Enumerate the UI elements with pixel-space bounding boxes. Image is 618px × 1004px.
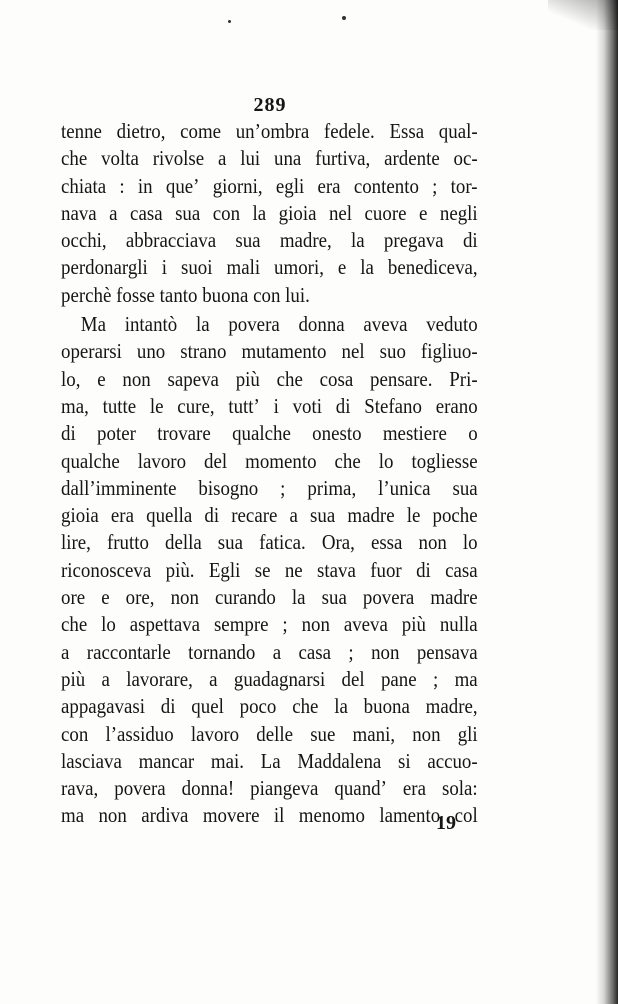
- word: se: [254, 557, 271, 582]
- word: e: [97, 366, 106, 391]
- text-line: [61, 748, 478, 775]
- word: sola:: [441, 776, 478, 801]
- word: non: [98, 803, 127, 828]
- word: poco: [239, 694, 277, 719]
- word: che: [292, 694, 319, 719]
- word: ardente: [384, 146, 440, 171]
- word: che: [276, 366, 303, 391]
- word: la: [252, 200, 267, 225]
- word: con: [61, 721, 89, 746]
- word: di: [462, 228, 478, 253]
- text-line: [61, 502, 478, 529]
- word: piangeva: [250, 776, 319, 801]
- word: come: [180, 119, 222, 143]
- word: quel: [191, 694, 224, 719]
- word: mani,: [352, 721, 396, 746]
- word: ;: [348, 639, 354, 664]
- word: trovare: [157, 421, 211, 446]
- word: sempre: [213, 612, 269, 637]
- word: la: [360, 255, 374, 280]
- word: la: [291, 585, 306, 610]
- word: una: [274, 146, 302, 171]
- word: rivolse: [152, 146, 205, 171]
- word: pane: [380, 666, 417, 691]
- text-line: [61, 118, 478, 145]
- word: delle: [256, 721, 294, 746]
- word: lasciava: [61, 748, 122, 773]
- word: dall’imminente: [61, 475, 177, 500]
- word: con: [212, 200, 241, 225]
- word: e: [419, 200, 428, 225]
- word: uno: [136, 339, 166, 364]
- word: ma: [454, 666, 478, 691]
- word: gioia: [278, 200, 317, 225]
- word: un’ombra: [235, 119, 310, 143]
- word: volta: [101, 146, 139, 171]
- word: menomo: [298, 803, 365, 828]
- word: di: [61, 421, 76, 446]
- word: tanto: [159, 282, 198, 307]
- word: donna!: [181, 776, 235, 801]
- word: contento: [353, 173, 419, 198]
- word: non: [371, 639, 400, 664]
- word: tor-: [450, 173, 478, 198]
- word: con: [253, 282, 281, 307]
- word: poche: [432, 503, 478, 528]
- text-line: [61, 227, 478, 254]
- word: a: [289, 503, 298, 528]
- word: nava: [61, 200, 97, 225]
- word: qualche: [232, 421, 291, 446]
- word: qualche: [61, 448, 120, 473]
- word: egli: [275, 173, 305, 198]
- text-line: [61, 366, 478, 393]
- word: sua: [452, 475, 478, 500]
- word: mutamento: [241, 339, 327, 364]
- word: occhi,: [61, 228, 107, 253]
- word: curando: [214, 585, 276, 610]
- signature-mark: 19: [436, 812, 456, 834]
- word: mancar: [138, 748, 195, 773]
- word: sua: [310, 503, 336, 528]
- word: accuo-: [427, 748, 478, 773]
- word: lui.: [285, 282, 310, 307]
- word: fatica.: [259, 530, 306, 555]
- word: era: [317, 173, 341, 198]
- word: nulla: [439, 612, 478, 637]
- word: l’unica: [378, 475, 431, 500]
- word: suoi: [180, 255, 213, 280]
- word: Pri-: [449, 366, 478, 391]
- word: benediceva,: [387, 255, 478, 280]
- word: suo: [379, 339, 406, 364]
- word: mestiere: [382, 421, 447, 446]
- word: cure,: [177, 393, 215, 418]
- text-line: [61, 448, 478, 475]
- word: a: [272, 639, 282, 664]
- word: lo: [462, 530, 478, 555]
- word: più: [235, 366, 260, 391]
- text-line: [61, 475, 478, 502]
- text-line: [61, 393, 478, 420]
- text-line: [61, 666, 478, 693]
- word: rava,: [61, 776, 99, 801]
- word: ma,: [61, 393, 89, 418]
- word: buona: [202, 282, 249, 307]
- word: sapeva: [167, 366, 219, 391]
- word: Essa: [389, 119, 425, 143]
- ink-speck: [228, 20, 231, 23]
- word: madre: [430, 585, 478, 610]
- word: le: [406, 503, 421, 528]
- word: sua: [175, 200, 201, 225]
- word: intantò: [124, 312, 178, 337]
- word: quella: [146, 503, 193, 528]
- word: si: [397, 748, 411, 773]
- word: non: [301, 612, 330, 637]
- word: e: [337, 255, 347, 280]
- word: ore,: [125, 585, 155, 610]
- word: lavoro: [137, 448, 187, 473]
- word: povera: [362, 585, 415, 610]
- word: ;: [280, 475, 286, 500]
- word: la: [351, 228, 365, 253]
- text-line: [61, 693, 478, 720]
- word: figliuo-: [420, 339, 478, 364]
- word: lo,: [61, 366, 81, 391]
- word: o: [468, 421, 478, 446]
- word: lui: [240, 146, 261, 171]
- word: stava: [317, 557, 356, 582]
- word: di: [335, 393, 351, 418]
- ink-speck: [342, 16, 346, 20]
- word: col: [454, 803, 478, 828]
- text-line: [61, 611, 478, 638]
- word: bisogno: [198, 475, 259, 500]
- word: povera: [114, 776, 166, 801]
- word: del: [204, 448, 228, 473]
- word: era: [402, 776, 426, 801]
- word: che: [334, 448, 361, 473]
- word: erano: [435, 393, 478, 418]
- word: di: [204, 503, 220, 528]
- text-line: [61, 420, 478, 447]
- word: momento: [245, 448, 317, 473]
- word: fosse: [116, 282, 155, 307]
- word: i: [273, 393, 279, 418]
- word: non: [418, 530, 447, 555]
- word: ;: [282, 612, 288, 637]
- word: in: [137, 173, 153, 198]
- word: tenne: [61, 119, 102, 143]
- word: frutto: [106, 530, 149, 555]
- text-line: [61, 200, 478, 227]
- word: ;: [432, 173, 438, 198]
- word: cosa: [319, 366, 354, 391]
- text-line: [61, 311, 478, 338]
- word: Ma: [80, 312, 106, 337]
- word: casa: [298, 639, 332, 664]
- text-line: [61, 775, 478, 802]
- word: sua: [321, 585, 347, 610]
- word: voti: [292, 393, 322, 418]
- word: :: [119, 173, 125, 198]
- word: abbracciava: [125, 228, 217, 253]
- word: tornando: [188, 639, 256, 664]
- text-line: [61, 254, 478, 281]
- word: madre: [347, 503, 395, 528]
- word: Egli: [208, 557, 241, 582]
- word: buona: [363, 694, 410, 719]
- word: onesto: [312, 421, 362, 446]
- word: raccontarle: [86, 639, 171, 664]
- word: pregava: [383, 228, 444, 253]
- word: sua: [217, 530, 244, 555]
- word: casa: [445, 557, 478, 582]
- word: che: [61, 146, 88, 171]
- word: nel: [328, 200, 353, 225]
- scan-edge-shadow: [596, 0, 618, 1004]
- word: a: [209, 666, 218, 691]
- word: prima,: [307, 475, 357, 500]
- word: gli: [457, 721, 478, 746]
- word: la: [195, 312, 210, 337]
- word: poter: [97, 421, 136, 446]
- word: aveva: [363, 312, 408, 337]
- word: lo: [378, 448, 394, 473]
- word: giorni,: [212, 173, 263, 198]
- word: operarsi: [61, 339, 122, 364]
- word: era: [110, 503, 134, 528]
- word: del: [341, 666, 365, 691]
- word: tutt’: [228, 393, 260, 418]
- word: chiata: [61, 173, 107, 198]
- word: nel: [341, 339, 365, 364]
- word: sue: [310, 721, 336, 746]
- text-line: [61, 802, 478, 829]
- word: Ora,: [321, 530, 355, 555]
- word: ;: [432, 666, 439, 691]
- word: movere: [202, 803, 260, 828]
- word: ne: [284, 557, 303, 582]
- text-line: [61, 557, 478, 584]
- word: e: [101, 585, 110, 610]
- word: il: [273, 803, 285, 828]
- word: lire,: [61, 530, 91, 555]
- word: della: [165, 530, 202, 555]
- word: La: [260, 748, 281, 773]
- word: l’assiduo: [105, 721, 174, 746]
- word: lo: [101, 612, 116, 637]
- word: recare: [231, 503, 278, 528]
- text-line: [61, 282, 478, 309]
- word: a: [61, 639, 70, 664]
- word: più.: [165, 557, 195, 582]
- word: sua: [235, 228, 261, 253]
- word: mai.: [210, 748, 244, 773]
- word: madre,: [425, 694, 478, 719]
- word: quand’: [334, 776, 387, 801]
- word: furtiva,: [315, 146, 371, 171]
- word: aspettava: [129, 612, 201, 637]
- word: gioia: [61, 503, 99, 528]
- word: mali: [226, 255, 261, 280]
- word: negli: [439, 200, 478, 225]
- word: che: [61, 612, 88, 637]
- word: riconosceva: [61, 557, 152, 582]
- word: ore: [61, 585, 86, 610]
- word: appagavasi: [61, 694, 145, 719]
- word: veduto: [426, 312, 478, 337]
- word: perchè: [61, 282, 112, 307]
- text-line: [61, 529, 478, 556]
- text-line: [61, 721, 478, 748]
- text-line: [61, 584, 478, 611]
- word: casa: [130, 200, 163, 225]
- text-line: [61, 338, 478, 365]
- word: lavoro: [190, 721, 240, 746]
- word: a: [101, 666, 110, 691]
- word: fuor: [370, 557, 402, 582]
- word: madre,: [279, 228, 332, 253]
- word: non: [412, 721, 441, 746]
- word: cuore: [364, 200, 407, 225]
- word: più: [61, 666, 86, 691]
- word: Stefano: [364, 393, 422, 418]
- word: pensava: [416, 639, 478, 664]
- text-line: [61, 173, 478, 200]
- word: qual-: [438, 119, 478, 143]
- word: i: [161, 255, 168, 280]
- word: aveva: [343, 612, 388, 637]
- word: essa: [370, 530, 403, 555]
- word: ardiva: [141, 803, 189, 828]
- word: togliesse: [411, 448, 478, 473]
- word: a: [217, 146, 227, 171]
- page-number: 289: [253, 94, 287, 116]
- word: di: [160, 694, 176, 719]
- word: più: [401, 612, 426, 637]
- word: strano: [180, 339, 227, 364]
- word: povera: [228, 312, 280, 337]
- word: di: [416, 557, 431, 582]
- word: fedele.: [323, 119, 375, 143]
- word: la: [334, 694, 348, 719]
- word: oc-: [453, 146, 478, 171]
- word: lavorare,: [126, 666, 193, 691]
- text-line: [61, 145, 478, 172]
- word: Maddalena: [297, 748, 382, 773]
- word: a: [109, 200, 118, 225]
- word: tutte: [102, 393, 137, 418]
- word: non: [170, 585, 199, 610]
- word: guadagnarsi: [233, 666, 326, 691]
- word: pensare.: [370, 366, 433, 391]
- word: le: [149, 393, 164, 418]
- word: que’: [165, 173, 200, 198]
- text-line: [61, 639, 478, 666]
- word: dietro,: [116, 119, 166, 143]
- word: lamento: [379, 803, 441, 828]
- word: umori,: [274, 255, 324, 280]
- word: ma: [61, 803, 85, 828]
- word: donna: [298, 312, 345, 337]
- word: non: [122, 366, 151, 391]
- word: perdonargli: [61, 255, 148, 280]
